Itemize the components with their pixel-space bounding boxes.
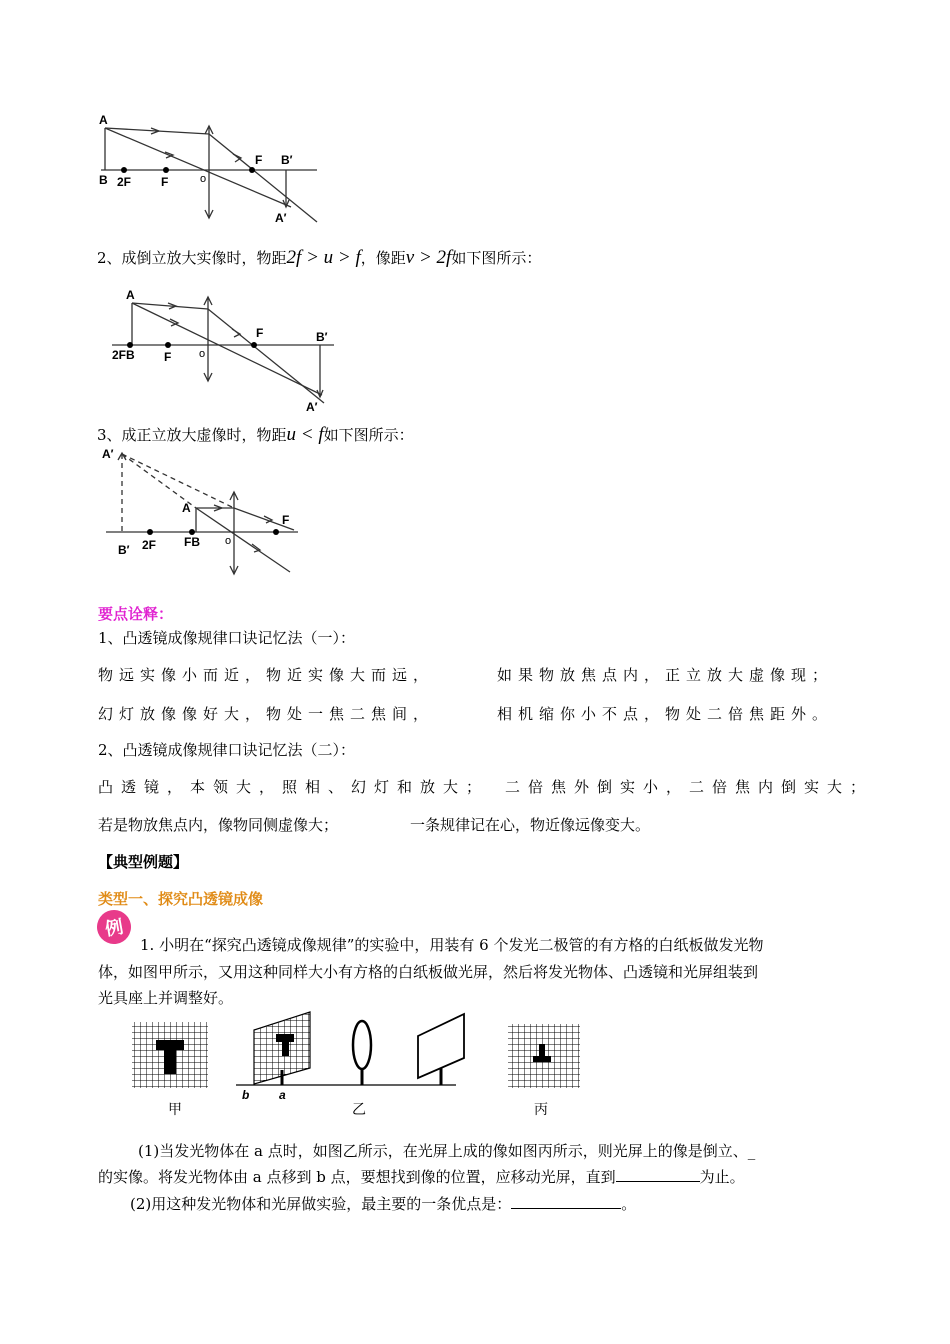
sub-question-1-line-1: (1)当发光物体在 a 点时，如图乙所示，在光屏上成的像如图丙所示，则光屏上的像是倒立、_ xyxy=(138,1142,756,1160)
experiment-figure xyxy=(128,1008,588,1126)
key-points-title: 要点诠释： xyxy=(98,605,174,623)
label-F-right: F xyxy=(255,153,263,167)
item-2-middle: ，像距 xyxy=(360,249,406,267)
label-F-left: F xyxy=(164,350,172,364)
formula-image-distance: v > 2f xyxy=(405,247,452,268)
figure-label-a: a xyxy=(279,1088,286,1102)
mnemonic-2-line-2-left: 若是物放焦点内，像物同侧虚像大； xyxy=(98,816,339,834)
figure-label-bing: 丙 xyxy=(534,1101,548,1117)
item-3-prefix: 3、成正立放大虚像时，物距 xyxy=(97,426,287,444)
question-1-line-2: 体，如图甲所示，又用这种同样大小有方格的白纸板做光屏，然后将发光物体、凸透镜和光屏组装到 xyxy=(98,963,759,981)
ray-diagram-virtual-image xyxy=(98,446,304,576)
method-2-title: 2、凸透镜成像规律口诀记忆法（二）： xyxy=(98,741,356,759)
answer-blank-2[interactable] xyxy=(511,1194,621,1209)
method-1-title: 1、凸透镜成像规律口诀记忆法（一）： xyxy=(98,629,356,647)
mnemonic-1-line-1-left: 物远实像小而近，物近实像大而远， xyxy=(98,666,435,684)
label-B: B xyxy=(99,173,108,187)
formula-object-distance: 2f > u > f xyxy=(286,247,361,268)
label-2F: 2F xyxy=(142,538,157,552)
figure-bing-screen-image xyxy=(508,1024,580,1088)
label-2FB: 2FB xyxy=(112,348,135,362)
figure-yi-optical-bench xyxy=(236,1012,464,1085)
figure-label-yi: 乙 xyxy=(352,1101,366,1117)
ray-diagram-reduced-real-image xyxy=(95,112,325,230)
label-F-left: F xyxy=(161,175,169,189)
label-A-prime: A′ xyxy=(275,211,287,225)
mnemonic-1-line-2-right: 相机缩你小不点，物处二倍焦距外。 xyxy=(497,705,834,723)
formula-virtual-image: u < f xyxy=(286,424,324,445)
item-2-line xyxy=(97,248,541,268)
sub-question-2-text: (2)用这种发光物体和光屏做实验，最主要的一条优点是： xyxy=(130,1195,512,1213)
label-FB: FB xyxy=(184,535,200,549)
type-1-heading: 类型一、探究凸透镜成像 xyxy=(98,890,264,908)
example-badge-icon xyxy=(94,907,133,946)
sub-question-1-text-a: 的实像。将发光物体由 a 点移到 b 点，要想找到像的位置，应移动光屏，直到 xyxy=(98,1168,616,1186)
ray-diagram-magnified-real-image xyxy=(108,285,340,417)
sub-question-1-text-b: 为止。 xyxy=(699,1168,745,1186)
label-F-right: F xyxy=(256,326,264,340)
mnemonic-1-line-1-right: 如果物放焦点内，正立放大虚像现； xyxy=(497,666,834,684)
figure-label-jia: 甲 xyxy=(168,1101,182,1117)
label-O: o xyxy=(199,348,206,360)
label-O: o xyxy=(225,535,232,547)
label-A-prime: A′ xyxy=(306,400,318,414)
mnemonic-2-line-1-left: 凸透镜，本领大，照相、幻灯和放大； xyxy=(98,778,490,796)
label-F-right: F xyxy=(282,513,290,527)
figure-label-b: b xyxy=(242,1088,250,1102)
mnemonic-1-line-2-left: 幻灯放像像好大，物处一焦二焦间， xyxy=(98,705,435,723)
label-O: o xyxy=(200,173,207,185)
sub-question-2-end: 。 xyxy=(621,1195,637,1213)
answer-blank-1[interactable] xyxy=(616,1167,700,1182)
label-B-prime: B′ xyxy=(118,543,130,557)
item-2-prefix: 2、成倒立放大实像时，物距 xyxy=(97,249,287,267)
sub-question-2-line xyxy=(130,1194,636,1214)
label-A: A xyxy=(126,288,135,302)
label-A: A xyxy=(99,113,108,127)
item-2-suffix: 如下图所示： xyxy=(451,249,542,267)
question-1-line-3: 光具座上并调整好。 xyxy=(98,989,234,1007)
question-1-line-1: 1. 小明在“探究凸透镜成像规律”的实验中，用装有 6 个发光二极管的有方格的白纸板做发光物 xyxy=(140,936,764,954)
sub-question-1-line-2 xyxy=(98,1167,745,1187)
label-2F: 2F xyxy=(117,175,132,189)
item-3-suffix: 如下图所示： xyxy=(323,426,414,444)
examples-title: 【典型例题】 xyxy=(98,853,189,871)
mnemonic-2-line-2-right: 一条规律记在心，物近像远像变大。 xyxy=(410,816,651,834)
label-A: A xyxy=(182,501,191,515)
label-A-prime: A′ xyxy=(102,447,114,461)
figure-jia-light-source xyxy=(132,1022,208,1088)
label-B-prime: B′ xyxy=(316,330,328,344)
label-B-prime: B′ xyxy=(281,153,293,167)
mnemonic-2-line-1-right: 二倍焦外倒实小，二倍焦内倒实大； xyxy=(505,778,874,796)
example-badge-text: 例 xyxy=(103,916,125,941)
item-3-line xyxy=(97,425,414,445)
